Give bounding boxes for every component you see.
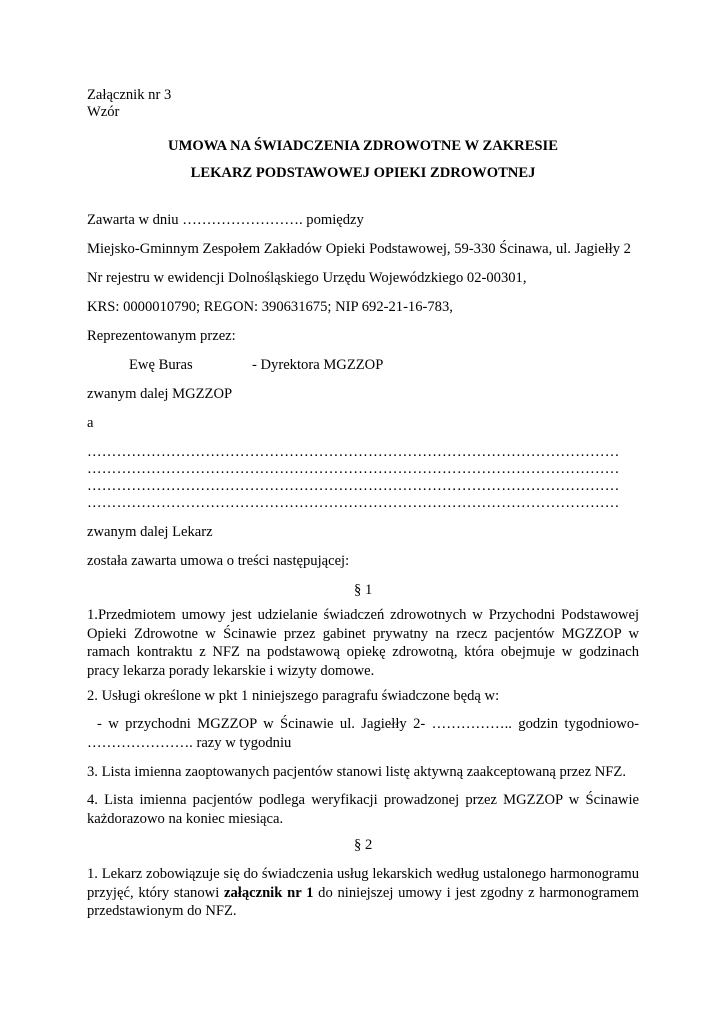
section-1-location-item: - w przychodni MGZZOP w Ścinawie ul. Jagiełły 2- …………….. godzin tygodniowo- …………………. razy w tygodniu bbox=[87, 716, 639, 751]
section-1-paragraph-4: 4. Lista imienna pacjentów podlega weryfikacji prowadzonej przez MGZZOP w Ścinawie każdorazowo na koniec miesiąca. bbox=[87, 792, 639, 827]
template-label: Wzór bbox=[87, 104, 120, 120]
section-2-paragraph-1-start: 1. Lekarz zobowiązuje się do świadczenia usług lekarskich według ustalonego harmonogramu przyjęć, który stanowi bbox=[87, 866, 639, 901]
blank-line-1: ……………………………………………………………………………………………… bbox=[87, 444, 620, 460]
section-2-paragraph-1-end: do niniejszej umowy i jest zgodny z harmonogramem przedstawionym do NFZ. bbox=[87, 884, 639, 919]
blank-line-2: ……………………………………………………………………………………………… bbox=[87, 461, 620, 477]
section-1-heading: § 1 bbox=[354, 582, 373, 598]
concluded-date-line: Zawarta w dniu ……………………. pomiędzy bbox=[87, 212, 364, 228]
register-number: Nr rejestru w ewidencji Dolnośląskiego Urzędu Wojewódzkiego 02-00301, bbox=[87, 270, 527, 286]
blank-line-4: ……………………………………………………………………………………………… bbox=[87, 495, 620, 511]
document-title-line-2: LEKARZ PODSTAWOWEJ OPIEKI ZDROWOTNEJ bbox=[190, 165, 536, 181]
section-2-paragraph-1 bbox=[87, 865, 639, 921]
annex-1-reference: załącznik nr 1 bbox=[223, 884, 314, 901]
mgzzop-designation: zwanym dalej MGZZOP bbox=[87, 386, 233, 402]
annex-label: Załącznik nr 3 bbox=[87, 87, 172, 103]
section-1-paragraph-1: 1.Przedmiotem umowy jest udzielanie świadczeń zdrowotnych w Przychodni Podstawowej Opieki Zdrowotne w Ścinawie przez gabinet prywatny na rzecz pacjentów MGZZOP w ramach kontraktu z NFZ na podstawową opiekę zdrowotną, która obejmuje w godzinach pracy lekarza porady lekarskie i wizyty domowe. bbox=[87, 607, 639, 679]
section-1-paragraph-3: 3. Lista imienna zaoptowanych pacjentów stanowi listę aktywną zaakceptowaną przez NFZ. bbox=[87, 764, 626, 780]
blank-line-3: ……………………………………………………………………………………………… bbox=[87, 478, 620, 494]
section-2-heading: § 2 bbox=[354, 837, 373, 853]
representative-name: Ewę Buras bbox=[129, 357, 193, 373]
section-1-paragraph-2: 2. Usługi określone w pkt 1 niniejszego paragrafu świadczone będą w: bbox=[87, 688, 500, 704]
represented-by-label: Reprezentowanym przez: bbox=[87, 328, 236, 344]
representative-role: - Dyrektora MGZZOP bbox=[252, 357, 384, 373]
document-title-line-1: UMOWA NA ŚWIADCZENIA ZDROWOTNE W ZAKRESIE bbox=[168, 138, 558, 154]
institution-name: Miejsko-Gminnym Zespołem Zakładów Opieki Podstawowej, 59-330 Ścinawa, ul. Jagiełły 2 bbox=[87, 241, 631, 257]
agreement-intro: została zawarta umowa o treści następującej: bbox=[87, 553, 350, 569]
doctor-designation: zwanym dalej Lekarz bbox=[87, 524, 213, 540]
conjunction-and: a bbox=[87, 415, 94, 431]
institution-ids: KRS: 0000010790; REGON: 390631675; NIP 692-21-16-783, bbox=[87, 299, 453, 315]
